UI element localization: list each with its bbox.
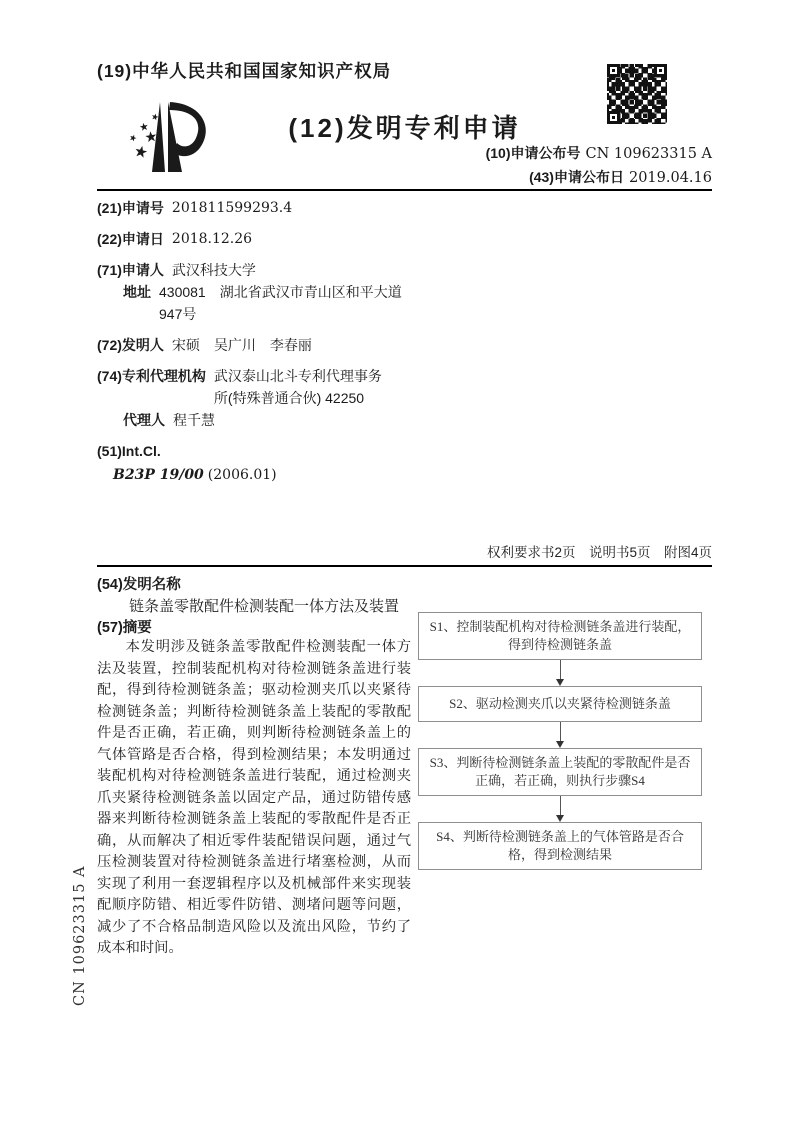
application-number-label: (21)申请号 <box>97 200 164 216</box>
pages-info: 权利要求书2页 说明书5页 附图4页 <box>486 545 712 560</box>
flowchart-step-4: S4、判断待检测链条盖上的气体管路是否合格，得到检测结果 <box>418 822 702 870</box>
intcl-row <box>97 440 437 462</box>
bibliographic-section <box>97 197 437 495</box>
application-number-value: 201811599293.4 <box>171 200 293 216</box>
intcl-label: (51)Int.Cl. <box>97 443 161 459</box>
application-date-row <box>97 228 437 250</box>
application-date-label: (22)申请日 <box>97 231 164 247</box>
inventors-value: 宋硕 吴广川 李春丽 <box>171 337 312 353</box>
patent-office-name: (19)中华人民共和国国家知识产权局 <box>97 61 392 81</box>
applicant-row <box>97 259 437 281</box>
document-type-title: (12)发明专利申请 <box>288 113 521 143</box>
agency-value: 武汉泰山北斗专利代理事务所(特殊普通合伙) 42250 <box>213 368 382 406</box>
invention-title-label: (54)发明名称 <box>97 577 181 593</box>
inventors-label: (72)发明人 <box>97 337 164 353</box>
address-row <box>97 281 437 325</box>
publication-number-value: CN 109623315 A <box>585 146 712 162</box>
agent-label: 代理人 <box>123 412 165 428</box>
agent-value: 程千慧 <box>173 412 215 428</box>
qr-finder-icon <box>607 64 620 77</box>
intcl-version: (2006.01) <box>207 467 277 483</box>
header-divider <box>97 189 712 191</box>
address-label: 地址 <box>123 284 151 300</box>
intcl-code-row <box>97 464 437 486</box>
publication-date-row <box>486 167 712 191</box>
publication-number-row <box>486 143 712 167</box>
application-number-row <box>97 197 437 219</box>
intcl-code: B23P 19/00 <box>113 467 204 483</box>
application-date-value: 2018.12.26 <box>171 231 253 247</box>
publication-block <box>486 143 712 191</box>
applicant-value: 武汉科技大学 <box>171 262 256 278</box>
agent-row <box>97 409 437 431</box>
applicant-label: (71)申请人 <box>97 262 164 278</box>
invention-title: 链条盖零散配件检测装配一体方法及装置 <box>129 598 400 615</box>
arrow-down-icon <box>418 796 702 822</box>
flowchart-step-3: S3、判断待检测链条盖上装配的零散配件是否正确，若正确，则执行步骤S4 <box>418 748 702 796</box>
abstract-label: (57)摘要 <box>97 620 152 636</box>
arrow-down-icon <box>418 722 702 748</box>
arrow-down-icon <box>418 660 702 686</box>
publication-number-label: (10)申请公布号 <box>485 145 581 161</box>
section-divider <box>97 565 712 567</box>
vertical-publication-number: CN 109623315 A <box>72 865 88 1006</box>
abstract-text: 本发明涉及链条盖零散配件检测装配一体方法及装置，控制装配机构对待检测链条盖进行装配，得到待检测链条盖；驱动检测夹爪以夹紧待检测链条盖；判断待检测链条盖上装配的零散配件是否正确，若正确，则判断待检测链条盖上的气体管路是否合格，得到检测结果；本发明通过装配机构对待检测链条盖进行装配，通过检测夹爪夹紧待检测链条盖以固定产品，通过防错传感器来判断待检测链条盖上装配的零散配件是否正确，从而解决了相近零件装配错误问题，通过气压检测装置对待检测链条盖进行堵塞检测，从而实现了利用一套逻辑程序以及机械部件来实现装配顺序防错、相近零件防错、测堵问题等问题，减少了不合格品制造风险以及流出风险，节约了成本和时间。 <box>97 639 411 956</box>
agency-label: (74)专利代理机构 <box>97 368 206 384</box>
publication-date-value: 2019.04.16 <box>628 170 712 186</box>
inventors-row <box>97 334 437 356</box>
publication-date-label: (43)申请公布日 <box>529 169 624 185</box>
flowchart-step-2: S2、驱动检测夹爪以夹紧待检测链条盖 <box>418 686 702 722</box>
address-value: 430081 湖北省武汉市青山区和平大道947号 <box>159 284 402 322</box>
agency-row <box>97 365 437 409</box>
qr-finder-icon <box>654 64 667 77</box>
flowchart-figure <box>418 612 702 870</box>
flowchart-step-1: S1、控制装配机构对待检测链条盖进行装配，得到待检测链条盖 <box>418 612 702 660</box>
